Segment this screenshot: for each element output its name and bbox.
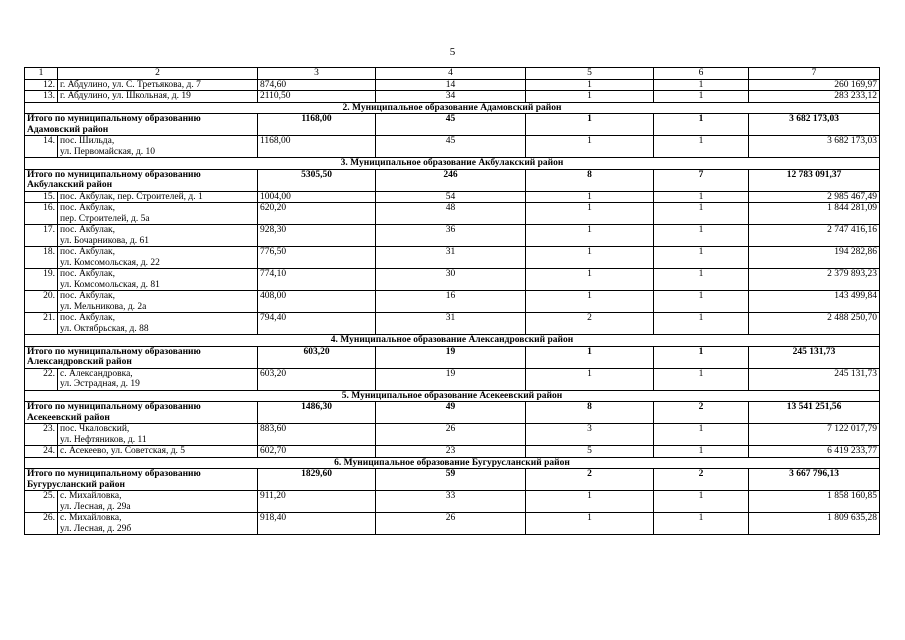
- total-label-line: Итого по муниципальному образованию: [27, 402, 201, 412]
- total-label-line: Итого по муниципальному образованию: [27, 469, 201, 479]
- row-number: 17.: [25, 225, 58, 247]
- section-title: 5. Муниципальное образование Асекеевский район: [25, 390, 880, 402]
- address: [58, 247, 258, 269]
- col4-value: 45: [376, 136, 526, 158]
- address: [58, 79, 258, 91]
- amount: 194 282,86: [749, 247, 880, 269]
- address-line: ул. Мельникова, д. 2а: [60, 301, 147, 312]
- col6-value: 1: [654, 136, 749, 158]
- row-number: 19.: [25, 269, 58, 291]
- row-number: 16.: [25, 203, 58, 225]
- table-row: [25, 424, 880, 446]
- total-label-line: Адамовский район: [27, 124, 109, 135]
- table-row: [25, 136, 880, 158]
- total-area: 1829,60: [258, 469, 376, 491]
- col5-value: 1: [526, 91, 654, 103]
- total-label: [25, 169, 258, 191]
- address: [58, 313, 258, 335]
- area: 2110,50: [258, 91, 376, 103]
- total-col6: 1: [654, 346, 749, 368]
- address-line: пос. Акбулак, пер. Строителей, д. 1: [60, 191, 203, 202]
- total-label-line: Итого по муниципальному образованию: [27, 169, 201, 180]
- address-line: с. Александровка,: [60, 368, 133, 379]
- section-title: 2. Муниципальное образование Адамовский район: [25, 102, 880, 114]
- total-row: [25, 402, 880, 424]
- total-amount: 13 541 251,56: [749, 402, 880, 424]
- total-amount: 3 667 796,13: [749, 469, 880, 491]
- col5-value: 1: [526, 203, 654, 225]
- col5-value: 1: [526, 79, 654, 91]
- area: 794,40: [258, 313, 376, 335]
- address-line: пос. Акбулак,: [60, 247, 116, 257]
- total-row: [25, 346, 880, 368]
- area: 603,20: [258, 368, 376, 390]
- area: 918,40: [258, 513, 376, 535]
- total-label: [25, 469, 258, 491]
- address-line: пос. Акбулак,: [60, 269, 116, 279]
- col5-value: 1: [526, 291, 654, 313]
- address-line: г. Абдулино, ул. С. Третьякова, д. 7: [60, 79, 201, 90]
- row-number: 25.: [25, 491, 58, 513]
- address: [58, 269, 258, 291]
- address-line: пос. Чкаловский,: [60, 424, 130, 434]
- col4-value: 23: [376, 446, 526, 458]
- row-number: 24.: [25, 446, 58, 458]
- col4-value: 26: [376, 424, 526, 446]
- page-number: 5: [449, 46, 456, 58]
- column-number: 5: [526, 68, 654, 80]
- table-row: [25, 291, 880, 313]
- area: 602,70: [258, 446, 376, 458]
- housing-table: [24, 67, 880, 535]
- total-col4: 45: [376, 114, 526, 136]
- address: [58, 291, 258, 313]
- col4-value: 36: [376, 225, 526, 247]
- col5-value: 1: [526, 136, 654, 158]
- col6-value: 1: [654, 225, 749, 247]
- section-header-row: [25, 390, 880, 402]
- total-row: [25, 469, 880, 491]
- amount: 7 122 017,79: [749, 424, 880, 446]
- table-row: [25, 247, 880, 269]
- area: 883,60: [258, 424, 376, 446]
- table-row: [25, 269, 880, 291]
- col4-value: 14: [376, 79, 526, 91]
- column-number-row: [25, 68, 880, 80]
- total-area: 5305,50: [258, 169, 376, 191]
- col4-value: 48: [376, 203, 526, 225]
- total-amount: 12 783 091,37: [749, 169, 880, 191]
- total-label: [25, 346, 258, 368]
- address-line: ул. Лесная, д. 29б: [60, 523, 132, 534]
- col5-value: 1: [526, 269, 654, 291]
- col4-value: 33: [376, 491, 526, 513]
- table-row: [25, 513, 880, 535]
- total-col4: 59: [376, 469, 526, 491]
- address: [58, 513, 258, 535]
- column-number: 1: [25, 68, 58, 80]
- column-number: 3: [258, 68, 376, 80]
- total-amount: 245 131,73: [749, 346, 880, 368]
- address-line: ул. Нефтяников, д. 11: [60, 434, 147, 445]
- col4-value: 31: [376, 313, 526, 335]
- area: 928,30: [258, 225, 376, 247]
- col6-value: 1: [654, 79, 749, 91]
- address-line: пос. Акбулак,: [60, 313, 116, 323]
- total-label-line: Асекеевский район: [27, 412, 110, 423]
- address-line: г. Абдулино, ул. Школьная, д. 19: [60, 91, 191, 101]
- amount: 6 419 233,77: [749, 446, 880, 458]
- table-row: [25, 225, 880, 247]
- col5-value: 1: [526, 491, 654, 513]
- total-label-line: Бугурусланский район: [27, 479, 125, 490]
- col4-value: 30: [376, 269, 526, 291]
- amount: 245 131,73: [749, 368, 880, 390]
- section-header-row: [25, 158, 880, 170]
- column-number: 2: [58, 68, 258, 80]
- address-line: ул. Октябрьская, д. 88: [60, 323, 149, 334]
- col6-value: 1: [654, 513, 749, 535]
- total-col6: 2: [654, 469, 749, 491]
- col6-value: 1: [654, 191, 749, 203]
- total-amount: 3 682 173,03: [749, 114, 880, 136]
- area: 620,20: [258, 203, 376, 225]
- address-line: ул. Бочарникова, д. 61: [60, 235, 149, 246]
- address-line: ул. Комсомольская, д. 81: [60, 279, 160, 290]
- total-col6: 7: [654, 169, 749, 191]
- address-line: ул. Комсомольская, д. 22: [60, 257, 160, 268]
- section-header-row: [25, 335, 880, 347]
- col6-value: 1: [654, 446, 749, 458]
- col4-value: 16: [376, 291, 526, 313]
- column-number: 7: [749, 68, 880, 80]
- section-title: 3. Муниципальное образование Акбулакский район: [25, 158, 880, 170]
- col6-value: 1: [654, 491, 749, 513]
- table-row: [25, 368, 880, 390]
- row-number: 23.: [25, 424, 58, 446]
- table-row: [25, 491, 880, 513]
- col5-value: 2: [526, 313, 654, 335]
- area: 776,50: [258, 247, 376, 269]
- amount: 2 379 893,23: [749, 269, 880, 291]
- table-row: [25, 79, 880, 91]
- total-col6: 1: [654, 114, 749, 136]
- address-line: пос. Акбулак,: [60, 225, 116, 235]
- col5-value: 1: [526, 225, 654, 247]
- column-number: 6: [654, 68, 749, 80]
- section-title: 4. Муниципальное образование Александровский район: [25, 335, 880, 347]
- row-number: 15.: [25, 191, 58, 203]
- amount: 2 985 467,49: [749, 191, 880, 203]
- address: [58, 424, 258, 446]
- area: 874,60: [258, 79, 376, 91]
- address-line: ул. Эстрадная, д. 19: [60, 379, 140, 389]
- table-row: [25, 313, 880, 335]
- total-col5: 8: [526, 402, 654, 424]
- amount: 1 809 635,28: [749, 513, 880, 535]
- address: [58, 368, 258, 390]
- address-line: с. Асекеево, ул. Советская, д. 5: [60, 446, 186, 456]
- address: [58, 136, 258, 158]
- total-col4: 49: [376, 402, 526, 424]
- amount: 143 499,84: [749, 291, 880, 313]
- col4-value: 34: [376, 91, 526, 103]
- col5-value: 3: [526, 424, 654, 446]
- amount: 260 169,97: [749, 79, 880, 91]
- address-line: ул. Лесная, д. 29а: [60, 501, 131, 512]
- col4-value: 54: [376, 191, 526, 203]
- area: 1168,00: [258, 136, 376, 158]
- col5-value: 5: [526, 446, 654, 458]
- total-label-line: Итого по муниципальному образованию: [27, 114, 201, 124]
- total-area: 603,20: [258, 346, 376, 368]
- column-number: 4: [376, 68, 526, 80]
- col6-value: 1: [654, 91, 749, 103]
- amount: 283 233,12: [749, 91, 880, 103]
- col6-value: 1: [654, 424, 749, 446]
- table-row: [25, 191, 880, 203]
- col6-value: 1: [654, 313, 749, 335]
- total-col5: 2: [526, 469, 654, 491]
- area: 911,20: [258, 491, 376, 513]
- amount: 1 844 281,09: [749, 203, 880, 225]
- row-number: 13.: [25, 91, 58, 103]
- section-header-row: [25, 457, 880, 469]
- col5-value: 1: [526, 247, 654, 269]
- address-line: с. Михайловка,: [60, 491, 122, 501]
- amount: 2 747 416,16: [749, 225, 880, 247]
- col6-value: 1: [654, 203, 749, 225]
- col6-value: 1: [654, 291, 749, 313]
- total-label-line: Итого по муниципальному образованию: [27, 346, 201, 357]
- address: [58, 91, 258, 103]
- amount: 1 858 160,85: [749, 491, 880, 513]
- total-col5: 1: [526, 114, 654, 136]
- area: 774,10: [258, 269, 376, 291]
- total-col5: 1: [526, 346, 654, 368]
- col6-value: 1: [654, 269, 749, 291]
- address-line: пер. Строителей, д. 5а: [60, 213, 150, 224]
- area: 1004,00: [258, 191, 376, 203]
- total-col5: 8: [526, 169, 654, 191]
- row-number: 26.: [25, 513, 58, 535]
- address: [58, 491, 258, 513]
- table-body: [25, 68, 880, 535]
- total-col6: 2: [654, 402, 749, 424]
- total-label: [25, 402, 258, 424]
- table-row: [25, 446, 880, 458]
- address-line: ул. Первомайская, д. 10: [60, 146, 155, 157]
- col4-value: 19: [376, 368, 526, 390]
- row-number: 22.: [25, 368, 58, 390]
- address: [58, 225, 258, 247]
- section-title: 6. Муниципальное образование Бугурусланский район: [25, 457, 880, 469]
- total-col4: 246: [376, 169, 526, 191]
- col4-value: 31: [376, 247, 526, 269]
- col5-value: 1: [526, 368, 654, 390]
- total-label-line: Александровский район: [27, 357, 132, 367]
- address-line: пос. Акбулак,: [60, 291, 116, 301]
- row-number: 14.: [25, 136, 58, 158]
- total-label-line: Акбулакский район: [27, 180, 113, 190]
- area: 408,00: [258, 291, 376, 313]
- col6-value: 1: [654, 368, 749, 390]
- address-line: с. Михайловка,: [60, 513, 122, 523]
- col5-value: 1: [526, 191, 654, 203]
- address: [58, 191, 258, 203]
- section-header-row: [25, 102, 880, 114]
- row-number: 18.: [25, 247, 58, 269]
- total-label: [25, 114, 258, 136]
- total-area: 1486,30: [258, 402, 376, 424]
- row-number: 21.: [25, 313, 58, 335]
- col5-value: 1: [526, 513, 654, 535]
- address-line: пос. Шильда,: [60, 136, 115, 146]
- row-number: 20.: [25, 291, 58, 313]
- address: [58, 446, 258, 458]
- col6-value: 1: [654, 247, 749, 269]
- amount: 3 682 173,03: [749, 136, 880, 158]
- address-line: пос. Акбулак,: [60, 203, 116, 213]
- total-row: [25, 169, 880, 191]
- table-row: [25, 203, 880, 225]
- total-row: [25, 114, 880, 136]
- total-area: 1168,00: [258, 114, 376, 136]
- col4-value: 26: [376, 513, 526, 535]
- amount: 2 488 250,70: [749, 313, 880, 335]
- address: [58, 203, 258, 225]
- row-number: 12.: [25, 79, 58, 91]
- total-col4: 19: [376, 346, 526, 368]
- table-row: [25, 91, 880, 103]
